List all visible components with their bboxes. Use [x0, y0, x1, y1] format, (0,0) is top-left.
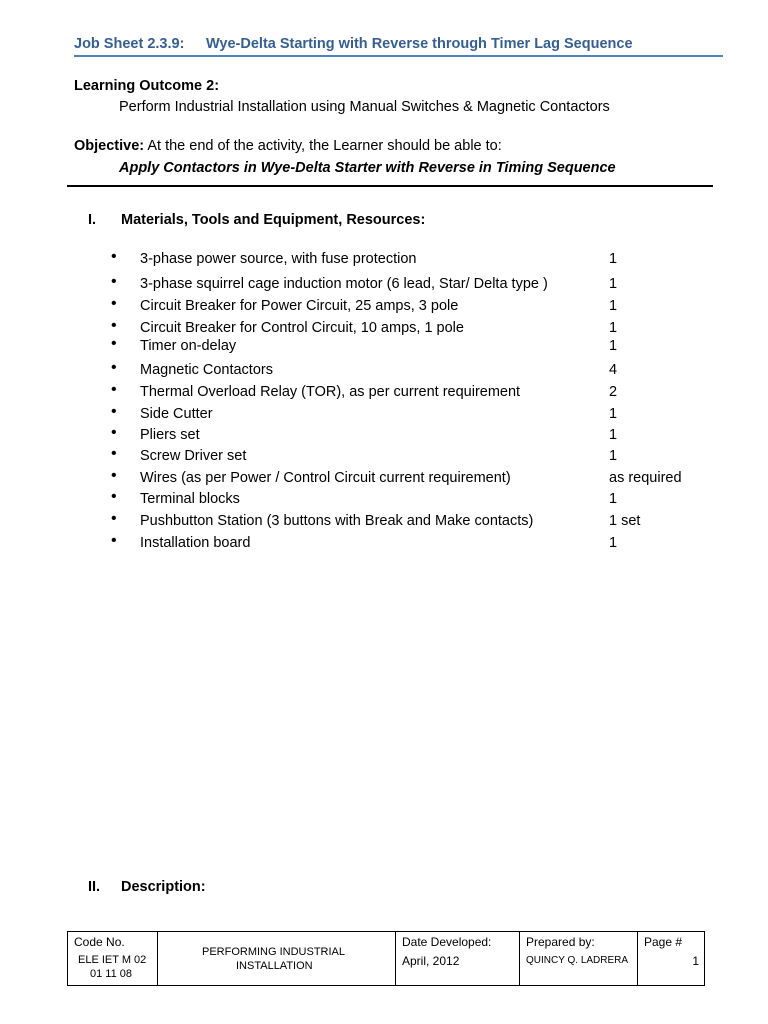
material-quantity: 1 [609, 448, 618, 464]
bullet-icon: • [111, 295, 117, 312]
material-name: Wires (as per Power / Control Circuit current requirement) [140, 470, 511, 486]
footer-date-label: Date Developed: [402, 935, 492, 949]
footer-prepared-label: Prepared by: [526, 935, 595, 949]
material-quantity: as required [609, 470, 682, 486]
material-name: Circuit Breaker for Control Circuit, 10 amps, 1 pole [140, 320, 464, 336]
footer-title-line2: INSTALLATION [236, 960, 313, 972]
material-name: Circuit Breaker for Power Circuit, 25 amps, 3 pole [140, 298, 459, 314]
material-quantity: 1 [609, 251, 618, 267]
footer-table [67, 931, 705, 986]
material-name: Side Cutter [140, 406, 213, 422]
material-item [0, 335, 768, 358]
material-item [0, 248, 768, 271]
material-name: Pliers set [140, 427, 200, 443]
material-quantity: 1 [609, 491, 618, 507]
bullet-icon: • [111, 317, 117, 334]
objective-text: At the end of the activity, the Learner should be able to: [147, 138, 502, 154]
bullet-icon: • [111, 248, 117, 265]
material-quantity: 1 set [609, 513, 641, 529]
footer-page-value: 1 [692, 954, 699, 968]
material-quantity: 2 [609, 384, 618, 400]
material-name: Pushbutton Station (3 buttons with Break and Make contacts) [140, 513, 534, 529]
material-item [0, 403, 768, 426]
material-name: 3-phase squirrel cage induction motor (6 lead, Star/ Delta type ) [140, 276, 548, 292]
footer-prepared-cell [520, 932, 638, 985]
bullet-icon: • [111, 445, 117, 462]
material-name: Thermal Overload Relay (TOR), as per current requirement [140, 384, 521, 400]
material-quantity: 1 [609, 276, 618, 292]
material-item [0, 295, 768, 318]
footer-code-line1: ELE IET M 02 [78, 954, 147, 966]
section-label: Description: [121, 879, 206, 895]
bullet-icon: • [111, 467, 117, 484]
section-number: I. [88, 212, 97, 228]
bullet-icon: • [111, 359, 117, 376]
material-item [0, 488, 768, 511]
bullet-icon: • [111, 381, 117, 398]
material-name: Terminal blocks [140, 491, 240, 507]
material-item [0, 424, 768, 447]
material-item [0, 532, 768, 555]
section-description-heading [88, 879, 488, 899]
bullet-icon: • [111, 532, 117, 549]
material-quantity: 4 [609, 362, 618, 378]
objective-label: Objective: [74, 138, 145, 154]
material-name: Installation board [140, 535, 251, 551]
material-item [0, 510, 768, 533]
section-label: Materials, Tools and Equipment, Resources: [121, 212, 426, 228]
material-quantity: 1 [609, 298, 618, 314]
footer-page-label: Page # [644, 935, 683, 949]
bullet-icon: • [111, 273, 117, 290]
job-sheet-number: Job Sheet 2.3.9: [74, 36, 185, 52]
material-name: Timer on-delay [140, 338, 237, 354]
job-sheet-title: Wye-Delta Starting with Reverse through Timer Lag Sequence [206, 36, 633, 52]
material-quantity: 1 [609, 535, 618, 551]
bullet-icon: • [111, 335, 117, 352]
material-item [0, 445, 768, 468]
footer-title-line1: PERFORMING INDUSTRIAL [202, 946, 346, 958]
footer-date-cell [396, 932, 520, 985]
footer-title-cell [158, 932, 396, 985]
material-name: Magnetic Contactors [140, 362, 273, 378]
material-quantity: 1 [609, 406, 618, 422]
learning-outcome-heading: Learning Outcome 2: [74, 78, 220, 94]
material-quantity: 1 [609, 427, 618, 443]
footer-date-value: April, 2012 [402, 954, 460, 968]
material-quantity: 1 [609, 338, 618, 354]
material-name: 3-phase power source, with fuse protection [140, 251, 417, 267]
bullet-icon: • [111, 510, 117, 527]
section-number: II. [88, 879, 101, 895]
bullet-icon: • [111, 403, 117, 420]
bullet-icon: • [111, 424, 117, 441]
material-name: Screw Driver set [140, 448, 247, 464]
footer-code-line2: 01 11 08 [90, 968, 133, 980]
material-item [0, 381, 768, 404]
footer-prepared-value: QUINCY Q. LADRERA [526, 955, 629, 966]
footer-code-label: Code No. [74, 935, 125, 949]
material-item [0, 467, 768, 490]
material-item [0, 273, 768, 296]
footer-page-cell [638, 932, 705, 985]
learning-outcome-text: Perform Industrial Installation using Manual Switches & Magnetic Contactors [119, 99, 610, 115]
footer-code-cell [68, 932, 158, 985]
objective-subtext: Apply Contactors in Wye-Delta Starter with Reverse in Timing Sequence [119, 160, 616, 176]
material-item [0, 359, 768, 382]
material-quantity: 1 [609, 320, 618, 336]
bullet-icon: • [111, 488, 117, 505]
